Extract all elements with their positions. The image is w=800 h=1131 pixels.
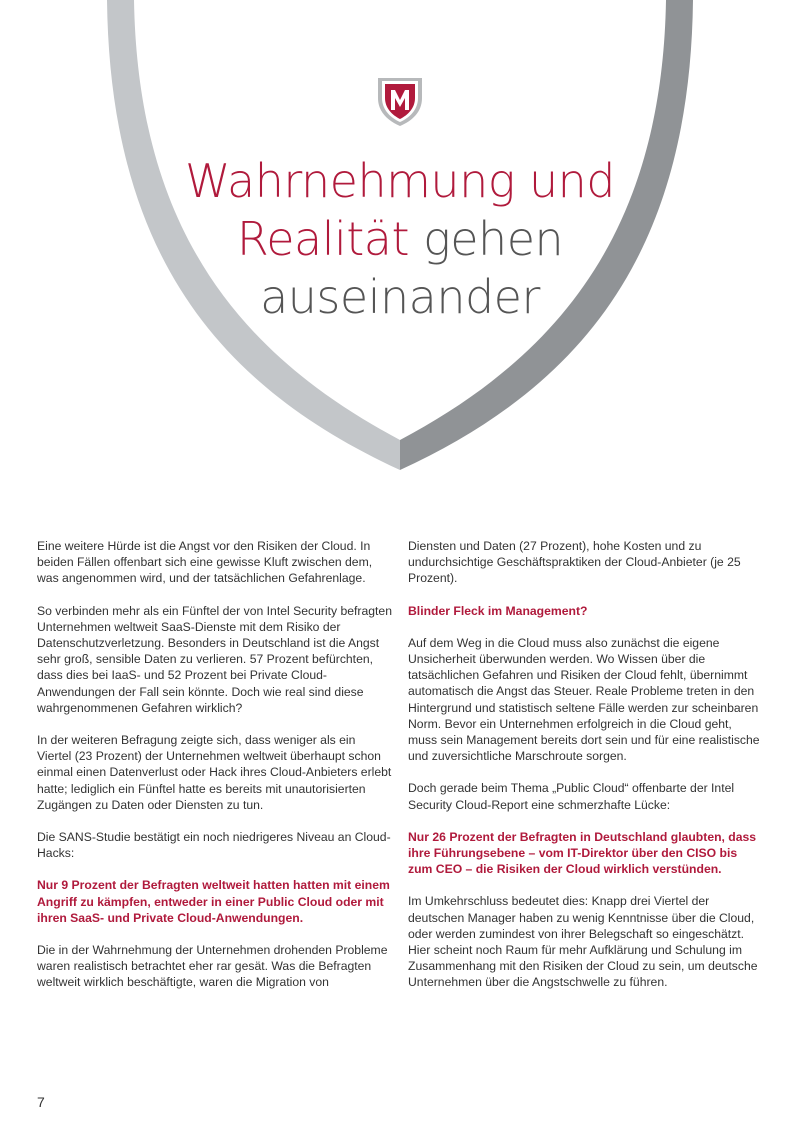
- paragraph: Die SANS-Studie bestätigt ein noch niedrigeres Niveau an Cloud-Hacks:: [37, 830, 391, 861]
- page-number: 7: [37, 1094, 45, 1110]
- title-line-3: auseinander: [260, 270, 540, 324]
- page-title: [150, 152, 650, 326]
- paragraph: So verbinden mehr als ein Fünftel der von Intel Security befragten Unternehmen weltweit SaaS-Dienste mit dem Risiko der Datenschutzverletzung. Besonders in Deutschland ist die Angst sehr groß, sensible Daten zu verlieren. 57 Prozent befürchten, dass dies bei IaaS- und 52 Prozent bei Private Cloud-Anwendungen der Fall sein könnte. Doch wie real sind diese wahrgenommenen Gefahren wirklich?: [37, 603, 392, 715]
- title-line-1: Wahrnehmung und: [185, 154, 615, 208]
- paragraph: Diensten und Daten (27 Prozent), hohe Kosten und zu undurchsichtige Geschäftspraktiken der Cloud-Anbieter (je 25 Prozent).: [408, 539, 741, 586]
- title-line-2-accent: Realität: [236, 212, 410, 266]
- title-line-2-rest: gehen: [409, 212, 564, 266]
- paragraph: Doch gerade beim Thema „Public Cloud“ offenbarte der Intel Security Cloud-Report eine schmerzhafte Lücke:: [408, 781, 735, 812]
- title-line-2: [150, 210, 650, 268]
- highlight-quote: Nur 9 Prozent der Befragten weltweit hatten hatten mit einem Angriff zu kämpfen, entweder in einer Public Cloud oder mit ihren SaaS- und Private Cloud-Anwendungen.: [37, 878, 390, 925]
- paragraph: Im Umkehrschluss bedeutet dies: Knapp drei Viertel der deutschen Manager haben zu wenig Kenntnisse über die Cloud, oder werden zumindest von ihrer Belegschaft so eingeschätzt. Hier scheint noch Raum für mehr Aufklärung und Schulung im Zusammenhang mit den Risiken der Cloud zu sein, um deutsche Unternehmen über die Angstschwelle zu führen.: [408, 894, 758, 990]
- paragraph: In der weiteren Befragung zeigte sich, dass weniger als ein Viertel (23 Prozent) der Unternehmen weltweit überhaupt schon einmal einen Datenverlust oder Hack ihres Cloud-Anbieters erlebt hatte; lediglich ein Fünftel hatte es bereits mit unautorisierten Zugängen zu Daten oder Diensten zu tun.: [37, 733, 392, 812]
- paragraph: Eine weitere Hürde ist die Angst vor den Risiken der Cloud. In beiden Fällen offenbart sich eine gewisse Kluft zwischen dem, was angenommen wird, und der tatsächlichen Gefahrenlage.: [37, 539, 373, 586]
- right-column: [408, 538, 763, 1007]
- left-column: [37, 538, 392, 1007]
- highlight-quote: Nur 26 Prozent der Befragten in Deutschland glaubten, dass ihre Führungsebene – vom IT-Direktor über den CISO bis zum CEO – die Risiken der Cloud wirklich verstünden.: [408, 829, 757, 877]
- mcafee-shield-icon: [376, 76, 424, 128]
- paragraph: Die in der Wahrnehmung der Unternehmen drohenden Probleme waren realistisch betrachtet eher rar gesät. Was die Befragten weltweit wirklich beschäftigte, waren die Migration von: [37, 943, 388, 990]
- paragraph: Auf dem Weg in die Cloud muss also zunächst die eigene Unsicherheit überwunden werden. Wo Wissen über die tatsächlichen Gefahren und Risiken der Cloud fehlt, übernimmt automatisch die Angst das Steuer. Reale Probleme treten in den Hintergrund und statistisch seltene Fälle werden zur scheinbaren Norm. Bevor ein Unternehmen erfolgreich in die Cloud geht, muss sein Management bereits dort sein und für eine realistische und zuversichtliche Marschroute sorgen.: [408, 635, 760, 764]
- section-heading: Blinder Fleck im Management?: [408, 603, 588, 618]
